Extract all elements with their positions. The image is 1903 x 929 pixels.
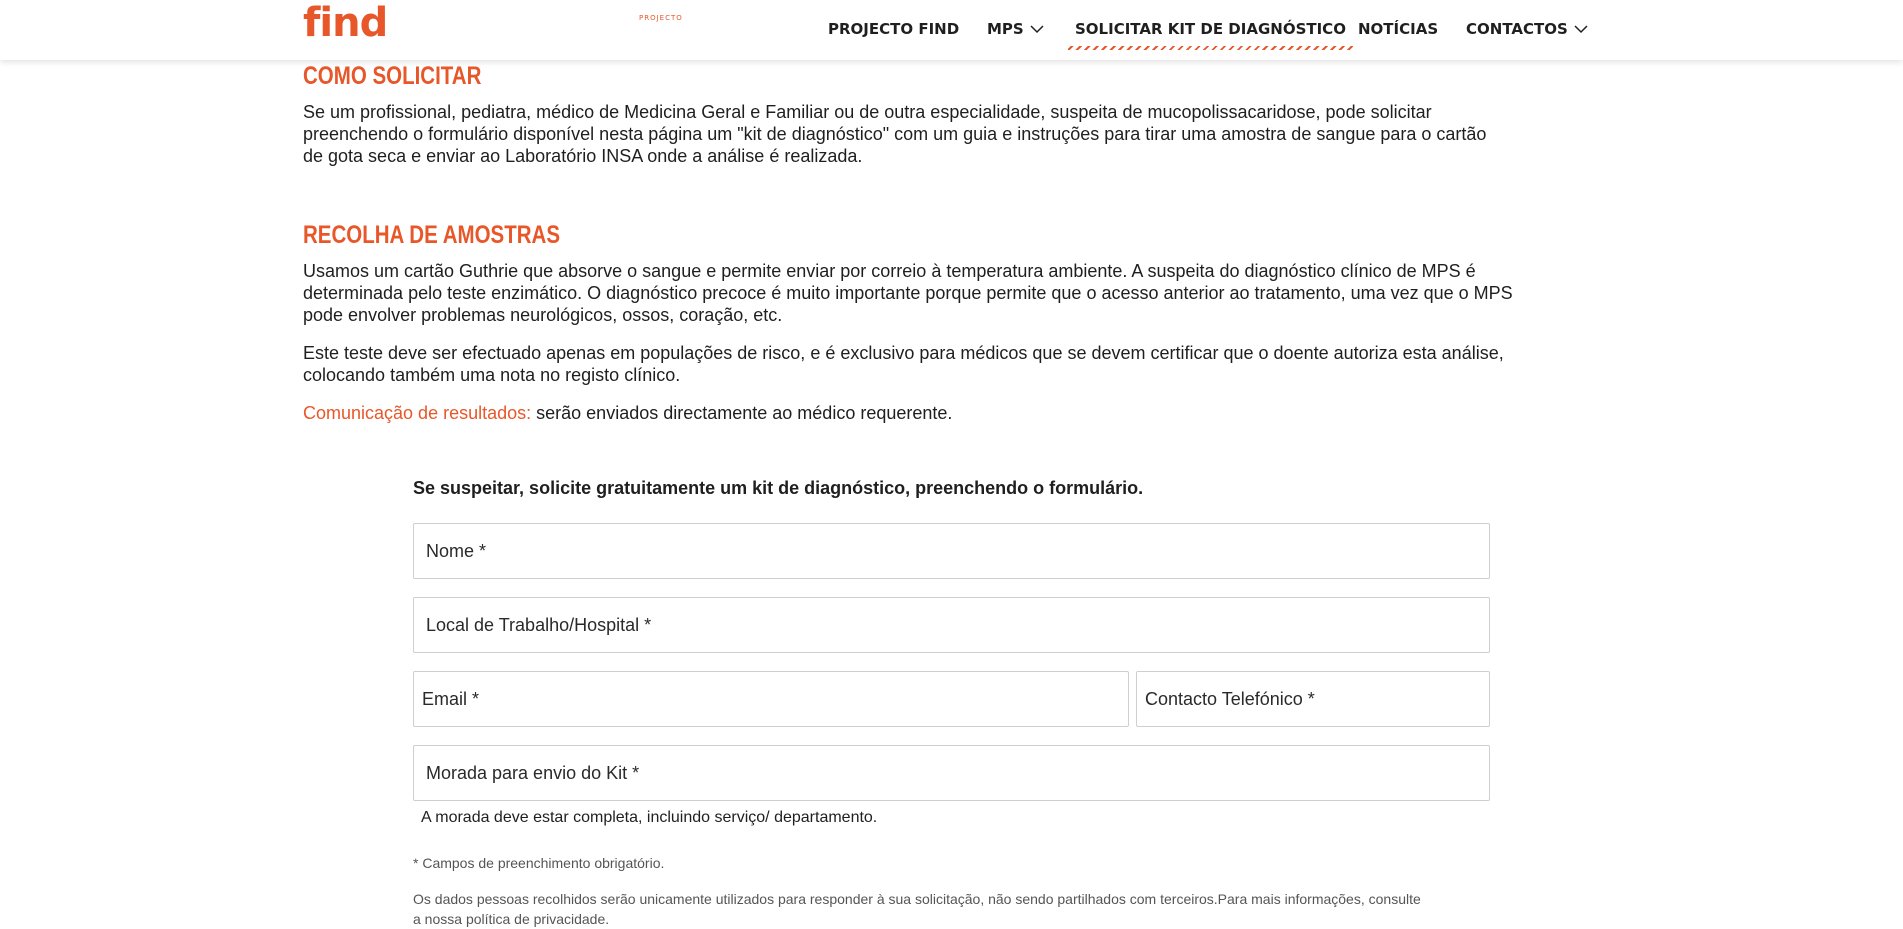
recolha-paragraph-2 bbox=[303, 342, 1603, 386]
nav-label: NOTÍCIAS bbox=[1358, 20, 1439, 38]
nav-item-noticias[interactable] bbox=[1358, 20, 1438, 38]
privacy-policy-link[interactable]: política de privacidade bbox=[465, 911, 606, 927]
nav-label: PROJECTO FIND bbox=[828, 20, 960, 38]
recolha-paragraph-1 bbox=[303, 260, 1603, 326]
nav-item-projecto-find[interactable] bbox=[828, 20, 959, 38]
nav-label: MPS bbox=[987, 20, 1024, 38]
form-title: Se suspeitar, solicite gratuitamente um kit de diagnóstico, preenchendo o formulário. bbox=[413, 478, 1144, 498]
logo-small-text: PROJECTO bbox=[639, 14, 683, 22]
nav-item-contactos[interactable] bbox=[1466, 20, 1588, 38]
nav-label: SOLICITAR KIT DE DIAGNÓSTICO bbox=[1075, 20, 1346, 38]
nav-item-solicitar-kit[interactable] bbox=[1075, 20, 1346, 38]
address-hint: A morada deve estar completa, incluindo serviço/ departamento. bbox=[421, 809, 878, 826]
section-title-como-solicitar: COMO SOLICITAR bbox=[303, 62, 482, 90]
chevron-down-icon bbox=[1574, 24, 1588, 34]
text-line: preenchendo o formulário disponível nesta página um "kit de diagnóstico" com um guia e instruções para tirar uma amostra de sangue para o cartão bbox=[303, 124, 1487, 144]
email-input[interactable] bbox=[413, 671, 1129, 727]
section-title-recolha-amostras: RECOLHA DE AMOSTRAS bbox=[303, 221, 561, 249]
projecto-find-logo[interactable] bbox=[303, 0, 683, 50]
text-line: de gota seca e enviar ao Laboratório INSA onde a análise é realizada. bbox=[303, 146, 863, 166]
workplace-input[interactable] bbox=[413, 597, 1490, 653]
logo-text: find bbox=[303, 0, 388, 46]
nav-label: CONTACTOS bbox=[1466, 20, 1568, 38]
results-text: serão enviados directamente ao médico requerente. bbox=[531, 403, 953, 423]
top-navigation-bar bbox=[0, 0, 1903, 60]
chevron-down-icon bbox=[1030, 24, 1044, 34]
text-line: Usamos um cartão Guthrie que absorve o sangue e permite enviar por correio à temperatura ambiente. A suspeita do diagnóstico clínico de MPS é bbox=[303, 261, 1476, 281]
text-line: Se um profissional, pediatra, médico de Medicina Geral e Familiar ou de outra especialidade, suspeita de mucopolissacaridose, pode solicitar bbox=[303, 102, 1432, 122]
text-line: colocando também uma nota no registo clínico. bbox=[303, 365, 681, 385]
results-label: Comunicação de resultados: bbox=[303, 403, 532, 423]
privacy-suffix: . bbox=[605, 911, 610, 927]
nav-item-mps[interactable] bbox=[987, 20, 1044, 38]
text-line: pode envolver problemas neurológicos, ossos, coração, etc. bbox=[303, 305, 783, 325]
address-input[interactable] bbox=[413, 745, 1490, 801]
como-solicitar-paragraph bbox=[303, 101, 1603, 167]
results-paragraph bbox=[303, 402, 1603, 424]
privacy-prefix: a nossa bbox=[413, 911, 466, 927]
phone-input[interactable] bbox=[1136, 671, 1490, 727]
required-note: * Campos de preenchimento obrigatório. bbox=[413, 855, 665, 871]
name-input[interactable] bbox=[413, 523, 1490, 579]
text-line: Este teste deve ser efectuado apenas em populações de risco, e é exclusivo para médicos que se devem certificar que o doente autoriza esta análise, bbox=[303, 343, 1504, 363]
text-line: determinada pelo teste enzimático. O diagnóstico precoce é muito importante porque permite que o acesso anterior ao tratamento, uma vez que o MPS bbox=[303, 283, 1513, 303]
privacy-note bbox=[413, 889, 1493, 929]
privacy-line-1: Os dados pessoas recolhidos serão unicamente utilizados para responder à sua solicitação, não sendo partilhados com terceiros.Para mais informações, consulte bbox=[413, 891, 1421, 907]
